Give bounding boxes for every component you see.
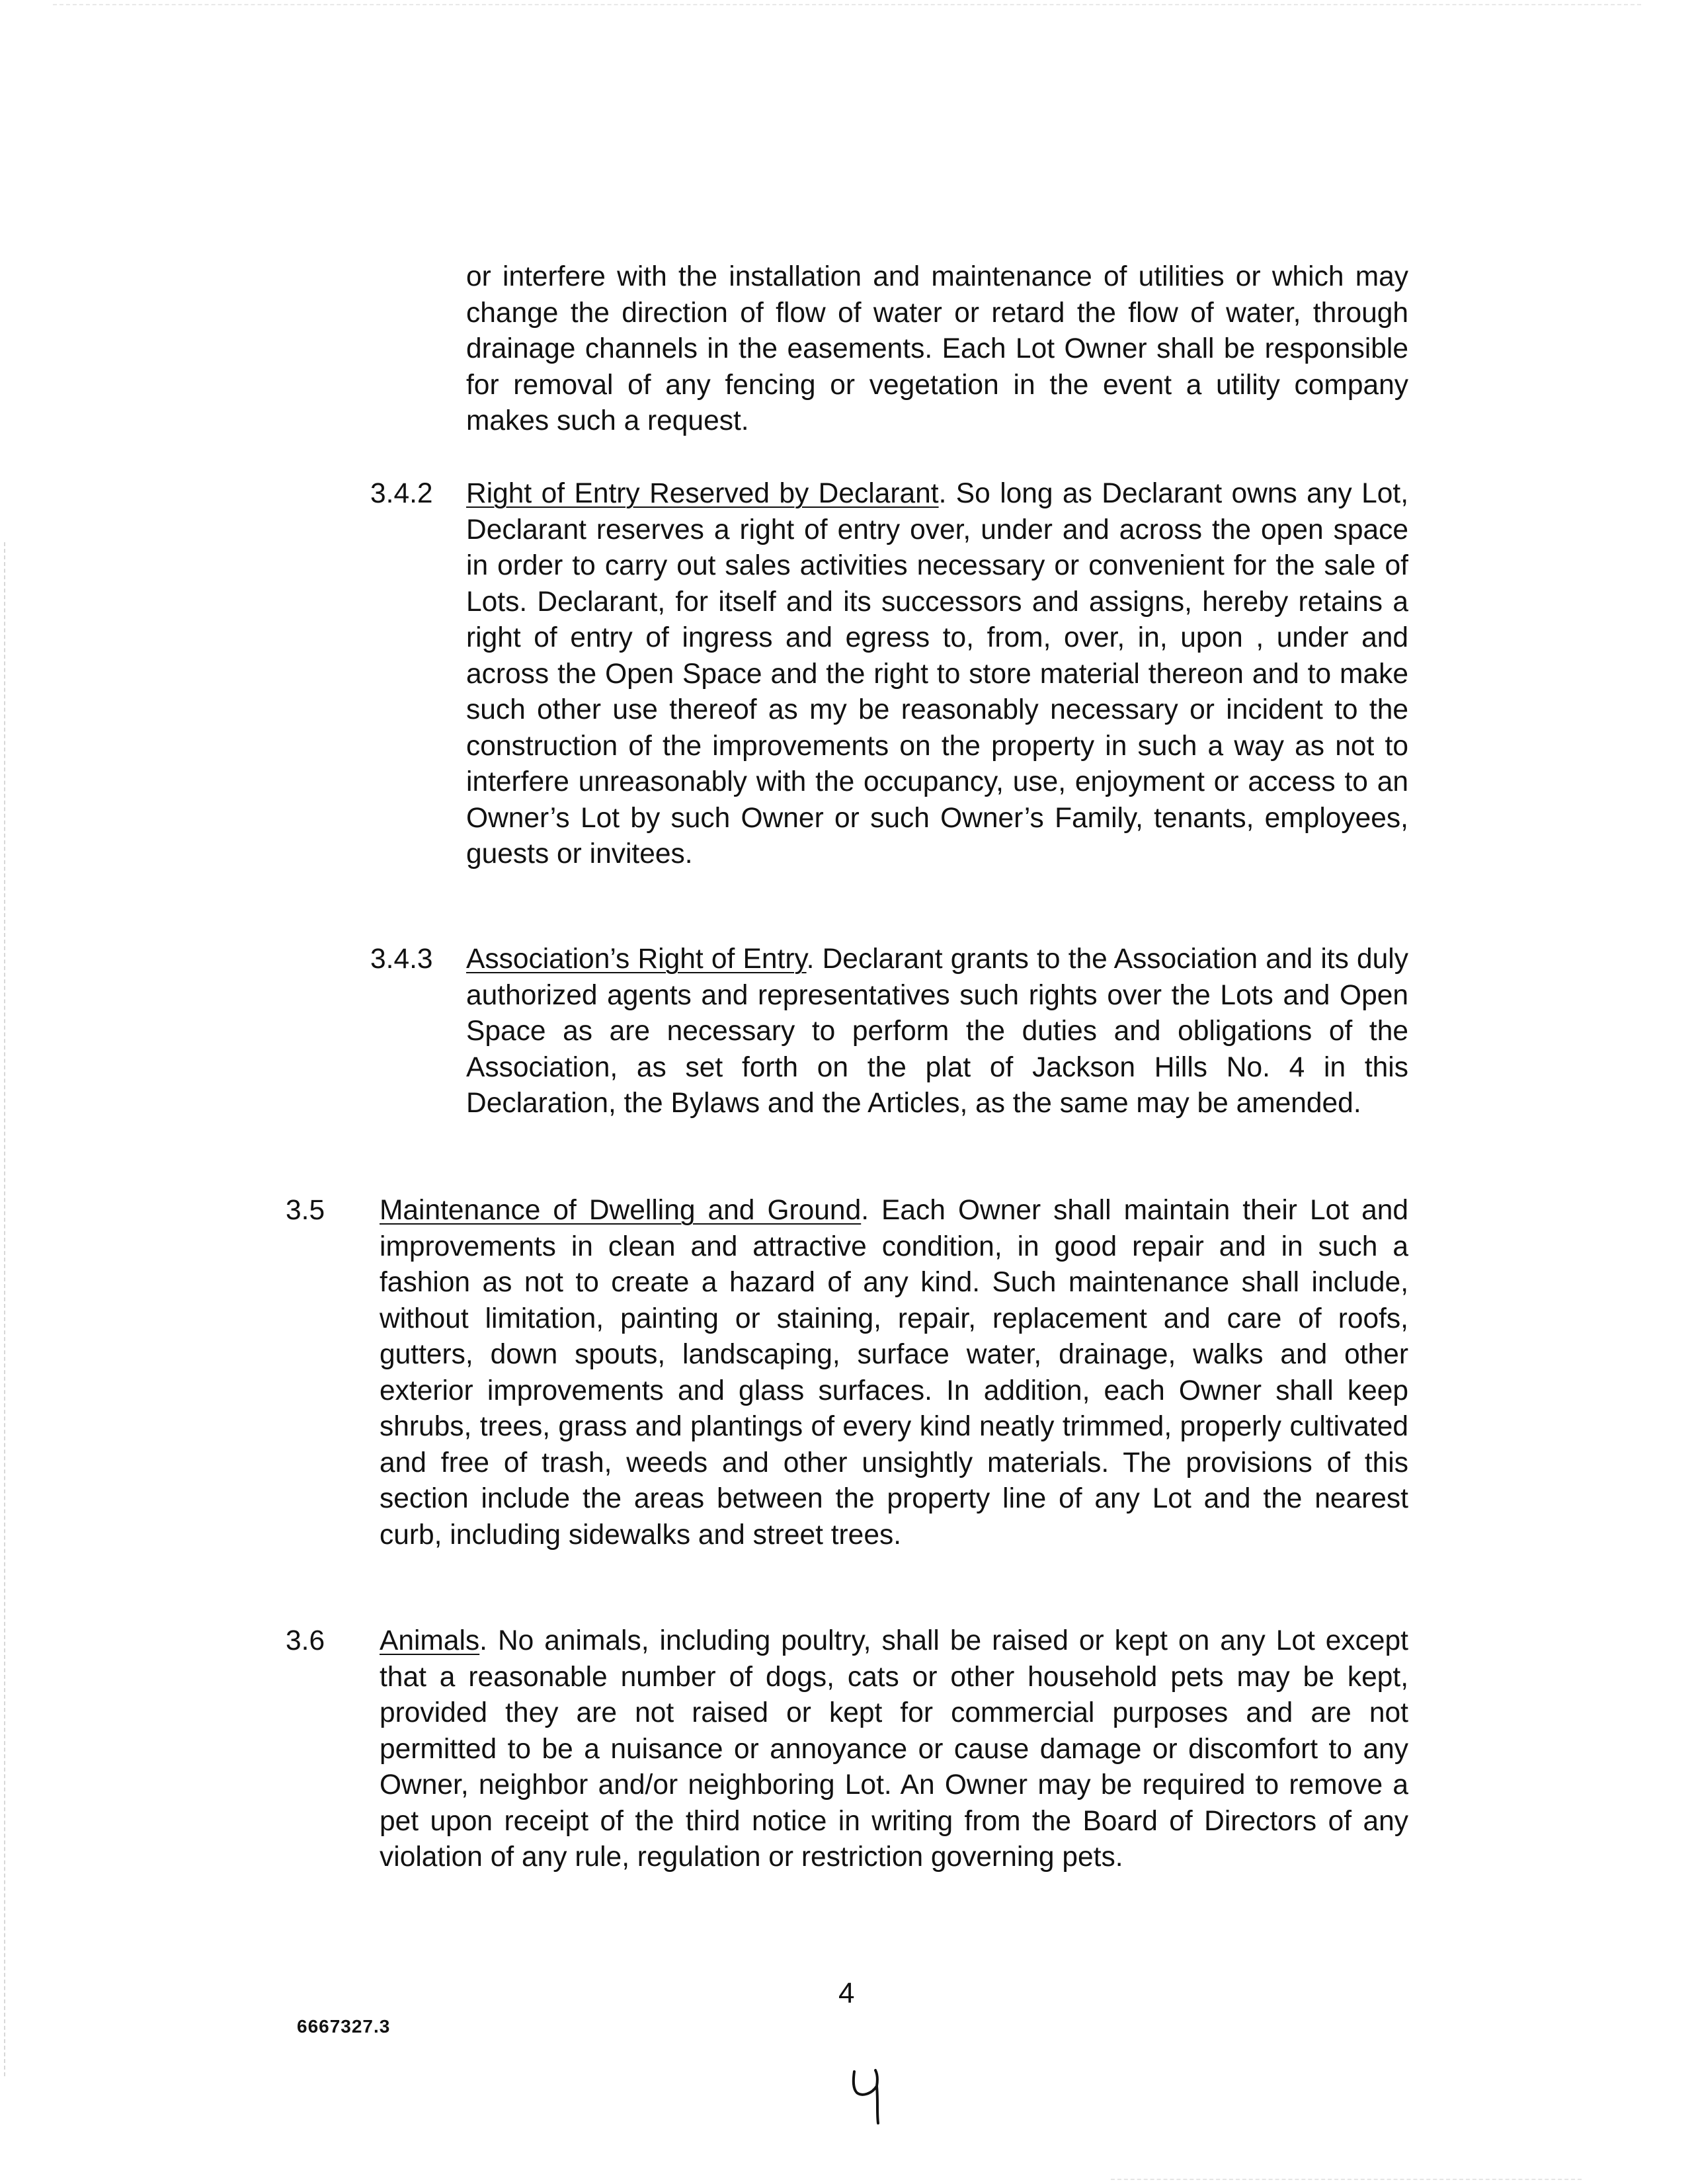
section-body [466,942,1408,1122]
section-heading: Animals [380,1625,480,1656]
scan-artifact-left-edge [4,542,9,2076]
section-text: . Each Owner shall maintain their Lot and improvements in clean and attractive condition, in good repair and in such a fashion as not to create a hazard of any kind. Such maintenance shall include, without limitation, painting or staining, repair, replacement and care of roofs, gutters, down spouts, landscaping, surface water, drainage, walks and other exterior improvements and glass surfaces. In addition, each Owner shall keep shrubs, trees, grass and plantings of every kind neatly trimmed, properly cultivated and free of trash, weeds and other unsightly materials. The provisions of this section include the areas between the property line of any Lot and the nearest curb, including sidewalks and street trees. [380,1195,1408,1551]
section-heading: Right of Entry Reserved by Declarant [466,478,939,509]
section-3-4-3 [370,942,1408,1122]
section-3-5 [286,1193,1408,1553]
section-heading: Association’s Right of Entry [466,944,807,975]
paragraph-continuation: or interfere with the installation and maintenance of utilities or which may change the direction of flow of water or retard the flow of water, through drainage channels in the easements. Each Lot Owner shall be responsible for removal of any fencing or vegetation in the event a utility company makes such a request. [466,261,1408,436]
section-text: . Declarant grants to the Association and its duly authorized agents and representatives such rights over the Lots and Open Space as are necessary to perform the duties and obligations of the Association, as set forth on the plat of Jackson Hills No. 4 in this Declaration, the Bylaws and the Articles, as the same may be amended. [466,944,1408,1119]
handwritten-page-number [848,2066,887,2126]
section-heading: Maintenance of Dwelling and Ground [380,1195,862,1226]
scan-artifact-bottom [1111,2172,1582,2180]
section-3-4-2 [370,476,1408,873]
section-body [380,1623,1408,1876]
section-body [380,1193,1408,1553]
section-number: 3.6 [286,1625,325,1656]
section-number: 3.5 [286,1195,325,1226]
section-text: . So long as Declarant owns any Lot, Declarant reserves a right of entry over, under and across the open space in order to carry out sales activities necessary or convenient for the sale of Lots. Declarant, for itself and its successors and assigns, hereby retains a right of entry of ingress and egress to, from, over, in, upon , under and across the Open Space and the right to store material thereon and to make such other use thereof as my be reasonably necessary or incident to the construction of the improvements on the property in such a way as not to interfere unreasonably with the occupancy, use, enjoyment or access to an Owner’s Lot by such Owner or such Owner’s Family, tenants, employees, guests or invitees. [466,478,1409,870]
section-text: . No animals, including poultry, shall be raised or kept on any Lot except that a reasonable number of dogs, cats or other household pets may be kept, provided they are not raised or kept for commercial purposes and are not permitted to be a nuisance or annoyance or cause damage or discomfort to any Owner, neighbor and/or neighboring Lot. An Owner may be required to remove a pet upon receipt of the third notice in writing from the Board of Directors of any violation of any rule, regulation or restriction governing pets. [380,1625,1408,1873]
section-number: 3.4.2 [370,478,433,509]
section-body [466,476,1408,873]
section-3-6 [286,1623,1408,1876]
document-id: 6667327.3 [297,2016,391,2037]
section-number: 3.4.3 [370,944,433,975]
page-number: 4 [838,1977,855,2009]
scan-artifact-top [53,4,1641,15]
